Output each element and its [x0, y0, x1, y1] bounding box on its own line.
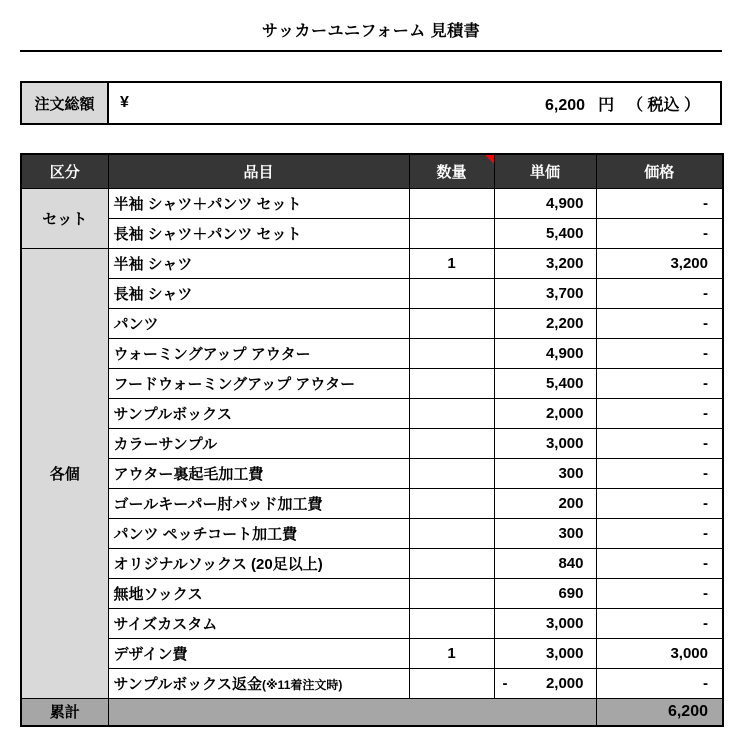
table-row — [21, 488, 723, 518]
price-cell: - — [596, 188, 723, 218]
header-row — [21, 154, 723, 188]
order-total-value — [109, 83, 720, 123]
item-cell: ウォーミングアップ アウター — [108, 338, 409, 368]
order-total-amount-group — [545, 92, 720, 115]
item-note: (※11着注文時) — [262, 677, 343, 692]
header-qty — [409, 154, 494, 188]
table-row — [21, 278, 723, 308]
order-total-label: 注文総額 — [22, 83, 109, 123]
comment-marker-icon — [485, 155, 494, 164]
item-cell: 半袖 シャツ — [108, 248, 409, 278]
qty-cell — [409, 368, 494, 398]
qty-cell — [409, 218, 494, 248]
header-price: 価格 — [596, 154, 723, 188]
unit-price-cell: 3,200 — [494, 248, 596, 278]
price-cell: - — [596, 308, 723, 338]
unit-price-cell: 690 — [494, 578, 596, 608]
table-row — [21, 608, 723, 638]
price-cell: - — [596, 578, 723, 608]
unit-price-cell: 840 — [494, 548, 596, 578]
item-cell: サンプルボックス返金(※11着注文時) — [108, 668, 409, 698]
unit-price-cell: 5,400 — [494, 218, 596, 248]
table-row — [21, 458, 723, 488]
unit-price-cell: 3,000 — [494, 608, 596, 638]
category-cell: 各個 — [21, 248, 108, 698]
unit-price-cell: 3,000 — [494, 428, 596, 458]
table-row — [21, 218, 723, 248]
unit-price-cell: 2,000 — [494, 398, 596, 428]
price-cell: - — [596, 278, 723, 308]
qty-cell — [409, 548, 494, 578]
table-row — [21, 188, 723, 218]
qty-cell — [409, 278, 494, 308]
qty-cell — [409, 338, 494, 368]
title-underline — [20, 50, 722, 52]
unit-price-cell: 5,400 — [494, 368, 596, 398]
table-row — [21, 398, 723, 428]
header-qty-label: 数量 — [436, 163, 467, 181]
footer-row — [21, 698, 723, 726]
qty-cell — [409, 398, 494, 428]
item-cell: ゴールキーパー肘パッド加工費 — [108, 488, 409, 518]
item-cell: フードウォーミングアップ アウター — [108, 368, 409, 398]
footer-label: 累計 — [21, 698, 108, 726]
qty-cell — [409, 668, 494, 698]
table-row — [21, 578, 723, 608]
qty-cell — [409, 518, 494, 548]
table-row — [21, 638, 723, 668]
currency-symbol: ¥ — [120, 94, 129, 111]
qty-cell: 1 — [409, 638, 494, 668]
qty-cell — [409, 578, 494, 608]
item-cell: カラーサンプル — [108, 428, 409, 458]
table-row — [21, 548, 723, 578]
minus-sign: - — [502, 674, 508, 692]
qty-cell — [409, 608, 494, 638]
price-cell: - — [596, 548, 723, 578]
order-total-amount: 6,200 — [545, 96, 586, 114]
page-title: サッカーユニフォーム 見積書 — [261, 23, 481, 40]
item-cell: サンプルボックス — [108, 398, 409, 428]
item-cell: 長袖 シャツ — [108, 278, 409, 308]
footer-total: 6,200 — [596, 698, 723, 726]
item-cell: 無地ソックス — [108, 578, 409, 608]
price-cell: 3,200 — [596, 248, 723, 278]
qty-cell — [409, 458, 494, 488]
table-row — [21, 428, 723, 458]
unit-price-cell: 300 — [494, 458, 596, 488]
unit-price-cell: 200 — [494, 488, 596, 518]
price-cell: - — [596, 518, 723, 548]
table-row — [21, 668, 723, 698]
unit-price-cell: 3,700 — [494, 278, 596, 308]
qty-cell: 1 — [409, 248, 494, 278]
qty-cell — [409, 428, 494, 458]
header-item: 品目 — [108, 154, 409, 188]
unit-price-cell: 2,200 — [494, 308, 596, 338]
price-cell: - — [596, 668, 723, 698]
qty-cell — [409, 188, 494, 218]
item-cell: パンツ ペッチコート加工費 — [108, 518, 409, 548]
price-cell: - — [596, 428, 723, 458]
item-cell: オリジナルソックス (20足以上) — [108, 548, 409, 578]
unit-price-cell: 300 — [494, 518, 596, 548]
price-cell: - — [596, 608, 723, 638]
item-cell: パンツ — [108, 308, 409, 338]
category-cell: セット — [21, 188, 108, 248]
price-cell: 3,000 — [596, 638, 723, 668]
items-body — [21, 188, 723, 698]
item-cell: 長袖 シャツ＋パンツ セット — [108, 218, 409, 248]
quote-table — [20, 153, 724, 727]
table-row — [21, 518, 723, 548]
price-cell: - — [596, 488, 723, 518]
footer-spacer — [108, 698, 596, 726]
order-total-tax-note: （ 税込 ） — [627, 96, 700, 114]
item-cell: サイズカスタム — [108, 608, 409, 638]
qty-cell — [409, 308, 494, 338]
table-row — [21, 248, 723, 278]
header-category: 区分 — [21, 154, 108, 188]
unit-price-cell: - 2,000 — [494, 668, 596, 698]
price-cell: - — [596, 368, 723, 398]
order-total-box — [20, 81, 722, 125]
item-cell: アウター裏起毛加工費 — [108, 458, 409, 488]
item-cell: デザイン費 — [108, 638, 409, 668]
qty-cell — [409, 488, 494, 518]
price-cell: - — [596, 458, 723, 488]
unit-price-cell: 3,000 — [494, 638, 596, 668]
order-total-unit: 円 — [598, 96, 615, 114]
table-row — [21, 368, 723, 398]
price-cell: - — [596, 338, 723, 368]
header-unit-price: 単価 — [494, 154, 596, 188]
unit-price-cell: 4,900 — [494, 188, 596, 218]
unit-price-cell: 4,900 — [494, 338, 596, 368]
price-cell: - — [596, 398, 723, 428]
price-cell: - — [596, 218, 723, 248]
table-row — [21, 338, 723, 368]
item-cell: 半袖 シャツ＋パンツ セット — [108, 188, 409, 218]
table-row — [21, 308, 723, 338]
